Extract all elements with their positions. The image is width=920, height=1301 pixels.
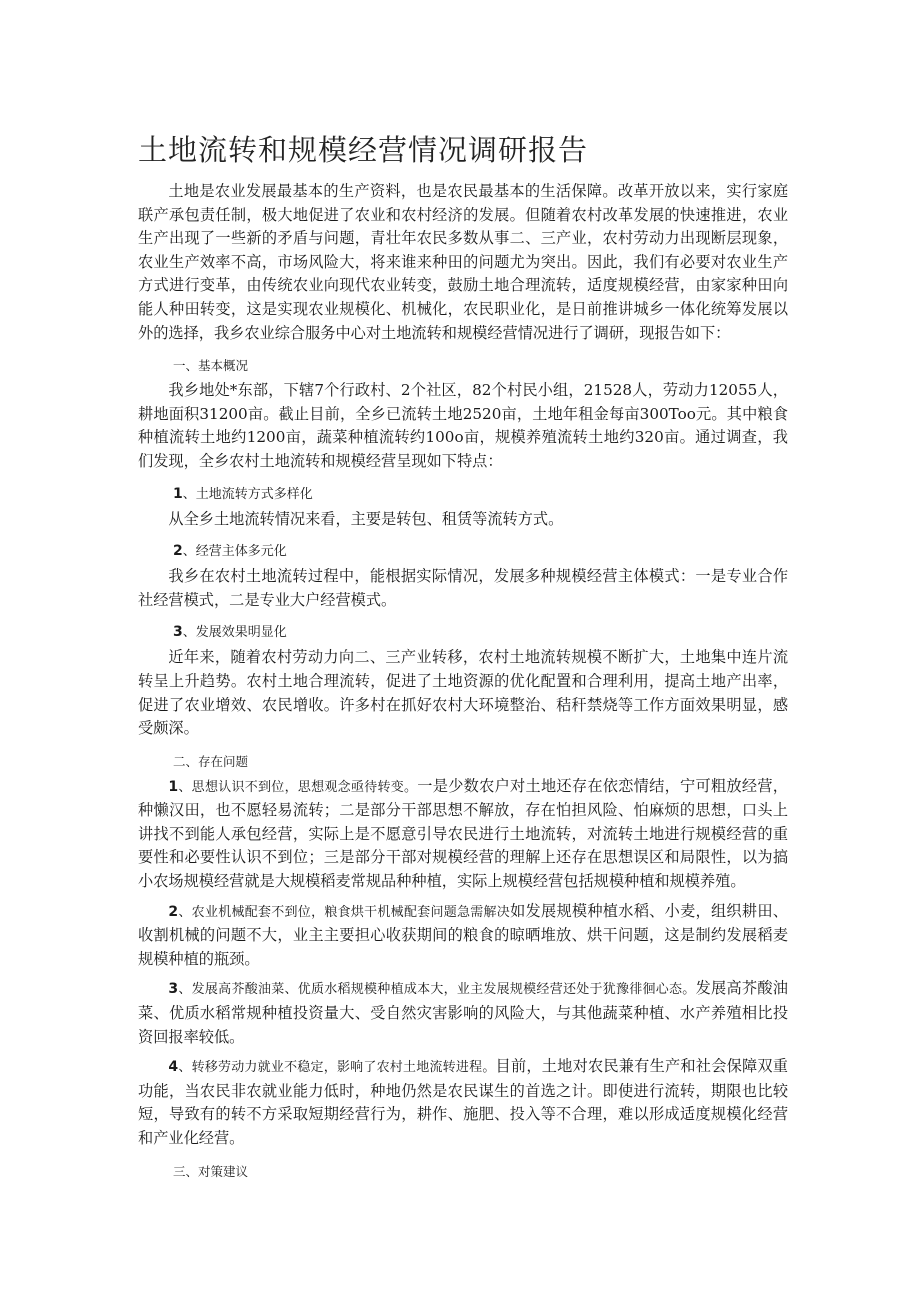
section1-heading: 一、基本概况 — [173, 358, 249, 374]
item-lead-text: 、转移劳动力就业不稳定，影响了农村土地流转进程。 — [178, 1060, 496, 1076]
item-lead-text: 、思想认识不到位，思想观念亟待转变。 — [178, 779, 418, 795]
section1-item2-heading — [138, 541, 788, 562]
item-lead-text: 、农业机械配套不到位，粮食烘干机械配套问题急需解决 — [178, 904, 511, 920]
item-body: 一是少数农户对土地还存在依恋情结，宁可粗放经营，种懒汉田，也不愿轻易流转；二是部分干部思想不解放，存在怕担风险、怕麻烦的思想，口头上讲找不到能人承包经营，实际上是不愿意引导农民进行土地流转，对流转土地进行规模经营的重要性和必要性认识不到位；三是部分干部对规模经营的理解上还存在思想误区和局限性，以为搞小农场规模经营就是大规模稻麦常规品种种植，实际上规模经营包括规模种植和规模养殖。 — [138, 776, 788, 891]
section1-item3-heading — [138, 622, 788, 643]
item-body: 目前，土地对农民兼有生产和社会保障双重功能，当农民非农就业能力低时，种地仍然是农民谋生的首选之计。即使进行流转，期限也比较短，导致有的转不方采取短期经营行为，耕作、施肥、投入等不合理，难以形成适度规模化经营和产业化经营。 — [138, 1057, 788, 1147]
report-body — [138, 180, 788, 1185]
page-title: 土地流转和规模经营情况调研报告 — [138, 133, 589, 167]
item-number: 4 — [168, 1059, 179, 1076]
item-lead-text: 、发展高芥酸油菜、优质水稻规模种植成本大，业主发展规模经营还处于犹豫徘徊心态。 — [178, 982, 696, 998]
section1-item1-paragraph: 从全乡土地流转情况来看，主要是转包、租赁等流转方式。 — [168, 509, 564, 528]
section2-item4-paragraph — [138, 1055, 788, 1150]
section2-heading: 二、存在问题 — [173, 753, 249, 769]
intro-paragraph: 土地是农业发展最基本的生产资料，也是农民最基本的生活保障。改革开放以来，实行家庭联产承包责任制，极大地促进了农业和农村经济的发展。但随着农村改革发展的快速推进，农业生产出现了一些新的矛盾与问题，青壮年农民多数从事二、三产业，农村劳动力出现断层现象，农业生产效率不高，市场风险大，将来谁来种田的问题尤为突出。因此，我们有必要对农业生产方式进行变革，由传统农业向现代农业转变，鼓励土地合理流转，适度规模经营，由家家种田向能人种田转变，这是实现农业规模化、机械化，农民职业化，是日前推讲城乡一体化统筹发展以外的选择，我乡农业综合服务中心对土地流转和规模经营情况进行了调研，现报告如下： — [138, 182, 788, 342]
item-lead — [168, 780, 417, 795]
section1-paragraph: 我乡地处*东部，下辖7个行政村、2个社区，82个村民小组，21528人，劳动力12055人，耕地面积31200亩。截止目前，全乡已流转土地2520亩，土地年租金每亩300Too元。其中粮食种植流转土地约1200亩，蔬菜种植流转约100o亩，规模养殖流转土地约320亩。通过调查，我们发现，全乡农村土地流转和规模经营呈现如下特点： — [138, 381, 788, 470]
item-lead — [168, 1060, 495, 1075]
item-number: 1 — [173, 485, 183, 502]
section1-item1-heading — [138, 484, 788, 505]
item-label: 、土地流转方式多样化 — [182, 486, 313, 502]
item-lead — [168, 982, 695, 997]
section2-item2-paragraph — [138, 900, 788, 972]
item-number: 3 — [168, 981, 179, 998]
section3-heading: 三、对策建议 — [173, 1163, 249, 1179]
section1-item3-paragraph: 近年来，随着农村劳动力向二、三产业转移，农村土地流转规模不断扩大，土地集中连片流转呈上升趋势。农村土地合理流转，促进了土地资源的优化配置和合理利用，提高土地产出率，促进了农业增效、农民增收。许多村在抓好农村大环境整治、秸秆禁烧等工作方面效果明显，感受颇深。 — [138, 648, 788, 738]
item-label: 、发展效果明显化 — [182, 625, 287, 641]
item-label: 、经营主体多元化 — [182, 544, 287, 560]
item-number: 2 — [173, 543, 183, 560]
item-body: 发展高芥酸油菜、优质水稻常规种植投资量大、受自然灾害影响的风险大，与其他蔬菜种植、水产养殖相比投资回报率较低。 — [138, 979, 788, 1046]
section1-item2-paragraph: 我乡在农村土地流转过程中，能根据实际情况，发展多种规模经营主体模式：一是专业合作社经营模式，二是专业大户经营模式。 — [138, 567, 788, 609]
section2-item1-paragraph — [138, 775, 788, 894]
section2-item3-paragraph — [138, 977, 788, 1049]
item-lead — [168, 905, 510, 920]
item-body: 如发展规模种植水稻、小麦，组织耕田、收割机械的问题不大，业主主要担心收获期间的粮食的晾晒堆放、烘干问题，这是制约发展稻麦规模种植的瓶颈。 — [138, 901, 788, 968]
item-number: 1 — [168, 778, 179, 795]
item-number: 2 — [168, 903, 179, 920]
item-number: 3 — [173, 624, 183, 641]
